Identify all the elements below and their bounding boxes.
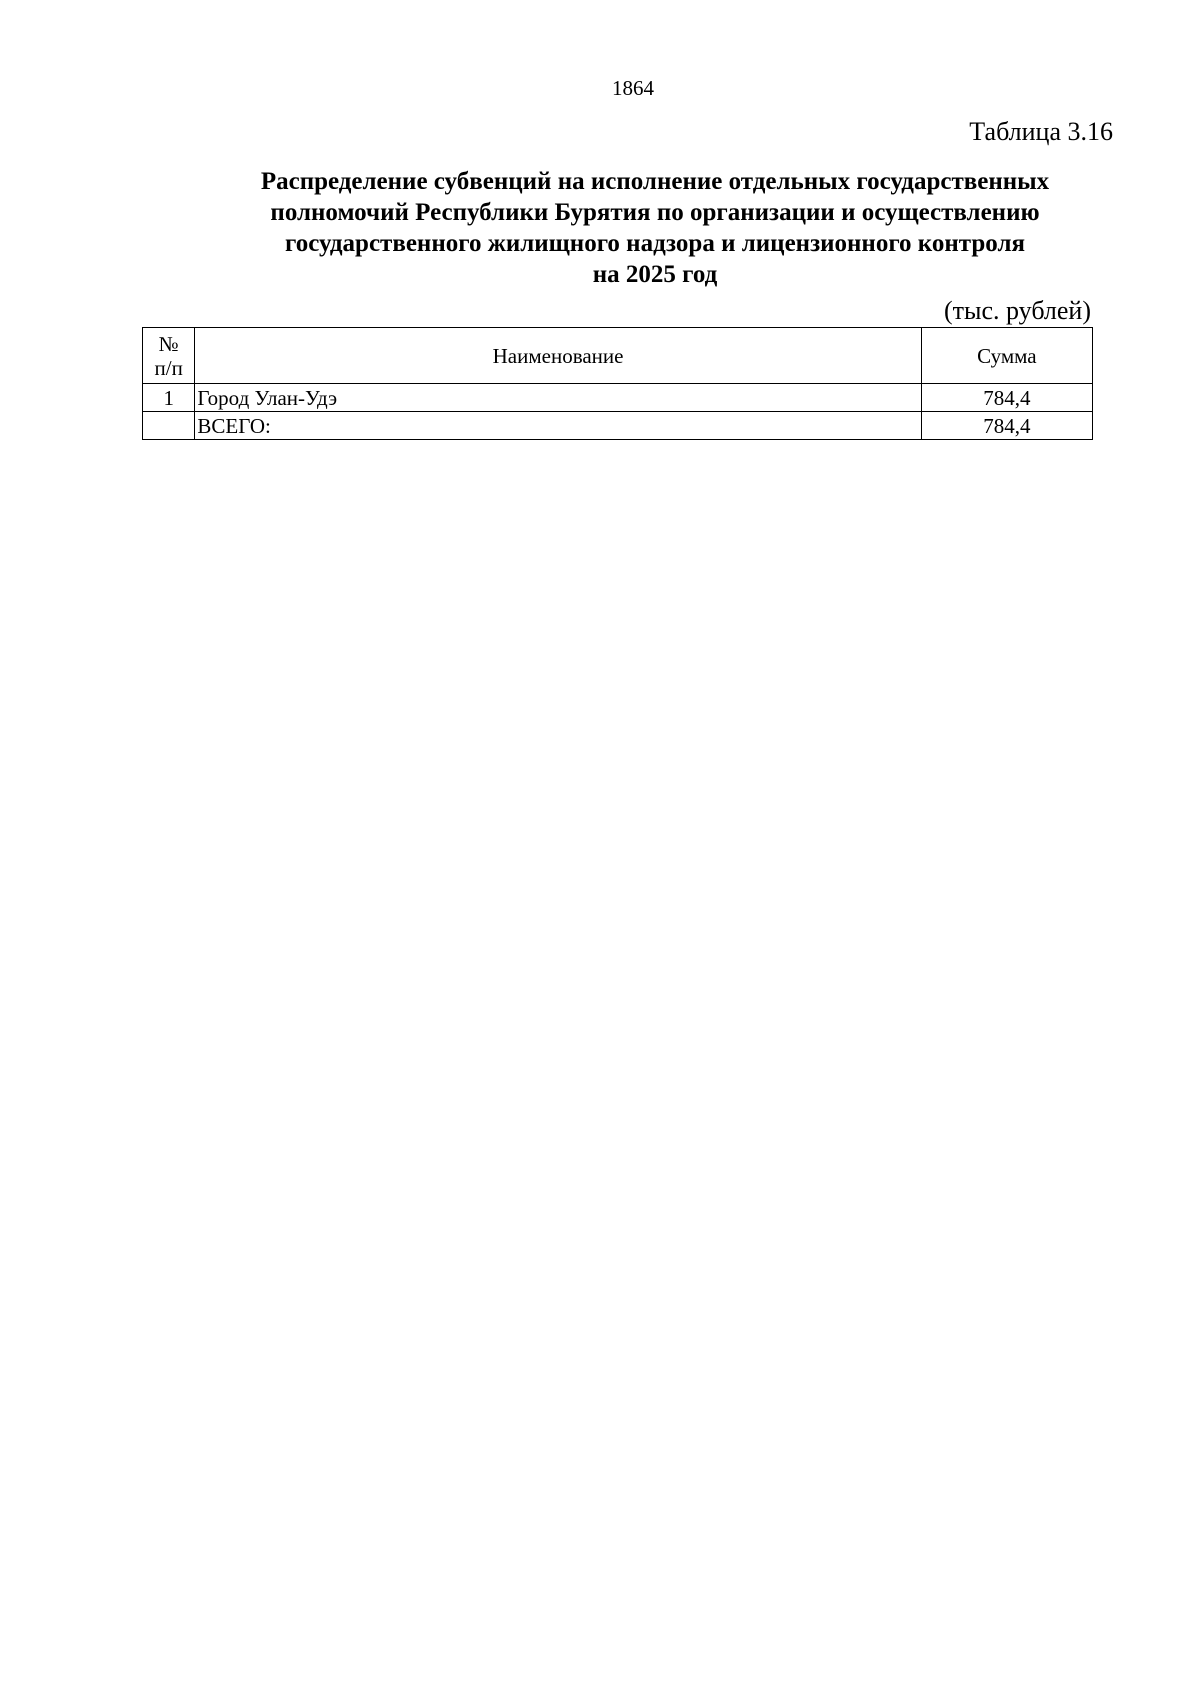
- title-line-2: полномочий Республики Бурятия по организации и осуществлению: [270, 199, 1040, 226]
- table-row: [143, 384, 1093, 412]
- table-row-total: [143, 412, 1093, 440]
- row-number: 1: [143, 384, 195, 412]
- row-number: [143, 412, 195, 440]
- header-name: Наименование: [195, 328, 921, 384]
- page-number: 1864: [612, 76, 654, 100]
- header-sum: Сумма: [921, 328, 1092, 384]
- title-line-4: на 2025 год: [592, 261, 718, 288]
- table-label: Таблица 3.16: [969, 117, 1113, 146]
- title-line-3: государственного жилищного надзора и лицензионного контроля: [284, 230, 1025, 257]
- subvention-table: [142, 327, 1093, 440]
- title-line-1: Распределение субвенций на исполнение отдельных государственных: [260, 168, 1050, 195]
- table-header-row: [143, 328, 1093, 384]
- header-number-line-2: п/п: [154, 355, 183, 380]
- document-title: [150, 166, 1160, 290]
- unit-note: (тыс. рублей): [943, 296, 1091, 325]
- row-sum: 784,4: [921, 384, 1092, 412]
- header-number: [143, 328, 195, 384]
- row-name: ВСЕГО:: [195, 412, 921, 440]
- header-number-line-1: №: [158, 331, 179, 356]
- row-sum: 784,4: [921, 412, 1092, 440]
- row-name: Город Улан-Удэ: [195, 384, 921, 412]
